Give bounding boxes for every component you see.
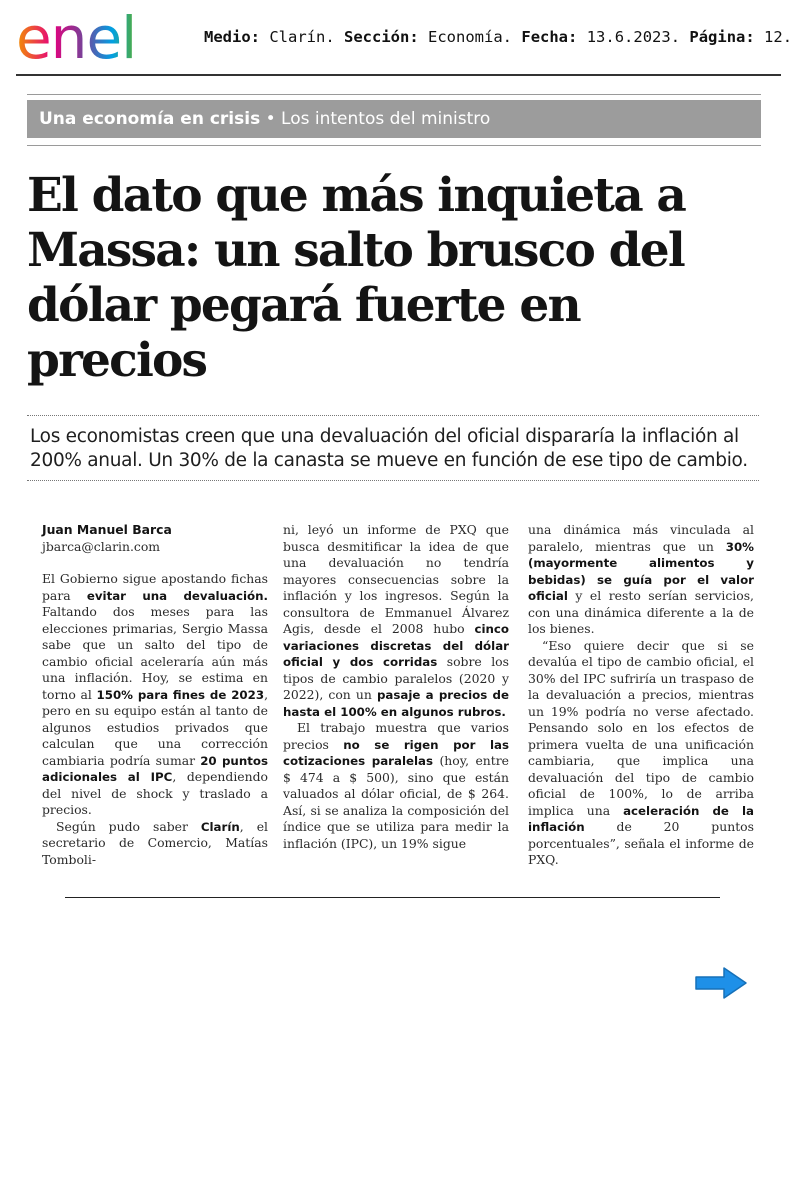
arrow-right-icon[interactable]	[694, 966, 748, 1000]
header-rule	[16, 74, 781, 76]
section-bottom-rule	[27, 145, 761, 146]
enel-logo	[16, 6, 182, 68]
paragraph: una dinámica más vinculada al paralelo, mientras que un 30% (mayormente alimentos y bebidas) se guía por el valor oficial y el resto serían servicios, con una dinámica diferente a la de los bienes.	[528, 522, 754, 636]
section-bullet: •	[265, 109, 276, 129]
medio-label: Medio:	[204, 28, 260, 46]
section-sub: Los intentos del ministro	[281, 109, 491, 129]
paragraph: “Eso quiere decir que si se devalúa el tipo de cambio oficial, el 30% del IPC sufriría un traspaso de la devaluación a precios, mientras un 19% podría no verse afectado. Pensando solo en los efectos de primera vuelta de una unificación cambiaria, que implica una devaluación del tipo de cambio oficial de 100%, lo de arriba implica una aceleración de la inflación de 20 puntos porcentuales”, señala el informe de PXQ.	[528, 637, 755, 867]
section-top-rule	[27, 94, 761, 95]
svg-text:enel: enel	[16, 6, 137, 68]
article-end-rule	[65, 897, 720, 898]
paragraph: El trabajo muestra que varios precios no se rigen por las cotizaciones paralelas (hoy, entre $ 474 a $ 500), sino que están valuados al dólar oficial, de $ 264. Así, si se analiza la composición del índice que se utiliza para medir la inflación (IPC), un 19% sigue	[283, 720, 510, 851]
section-main: Una economía en crisis	[39, 109, 261, 129]
paragraph: El Gobierno sigue apostando fichas para evitar una devaluación. Faltando dos meses para las elecciones primarias, Sergio Massa sabe que un salto del tipo de cambio oficial aceleraría aún más una inflación. Hoy, se estima en torno al 150% para fines de 2023, pero en su equipo están al tanto de algunos estudios privados que calculan que una corrección cambiaria podría sumar 20 puntos adicionales al IPC, dependiendo del nivel de shock y traslado a precios.	[42, 571, 269, 817]
medio-value: Clarín.	[269, 28, 335, 46]
pagina-label: Página:	[689, 28, 755, 46]
seccion-value: Economía.	[428, 28, 513, 46]
source-metadata	[204, 28, 792, 46]
article-column-1	[42, 522, 268, 868]
fecha-value: 13.6.2023.	[586, 28, 681, 46]
section-bar	[27, 100, 761, 138]
subhead: Los economistas creen que una devaluación del oficial dispararía la inflación al 200% anual. Un 30% de la canasta se mueve en función de ese tipo de cambio.	[30, 426, 748, 471]
byline-email: jbarca@clarin.com	[42, 538, 161, 554]
subhead-top-rule	[27, 415, 759, 416]
paragraph: Según pudo saber Clarín, el secretario de Comercio, Matías Tomboli-	[42, 818, 268, 867]
article-column-3	[528, 522, 754, 869]
headline: El dato que más inquieta a Massa: un salto brusco del dólar pegará fuerte en precios	[27, 168, 686, 388]
fecha-label: Fecha:	[521, 28, 578, 46]
paragraph: ni, leyó un informe de PXQ que busca desmitificar la idea de que una devaluación no tendría mayores consecuencias sobre la inflación y los ingresos. Según la consultora de Emmanuel Álvarez Agis, desde el 2008 hubo cinco variaciones discretas del dólar oficial y dos corridas sobre los tipos de cambio paralelos (2020 y 2022), con un pasaje a precios de hasta el 100% en algunos rubros.	[283, 522, 509, 719]
seccion-label: Sección:	[344, 28, 419, 46]
pagina-value: 12.	[764, 28, 793, 46]
subhead-bottom-rule	[27, 480, 759, 481]
article-column-2	[283, 522, 509, 852]
byline-author: Juan Manuel Barca	[42, 522, 172, 537]
